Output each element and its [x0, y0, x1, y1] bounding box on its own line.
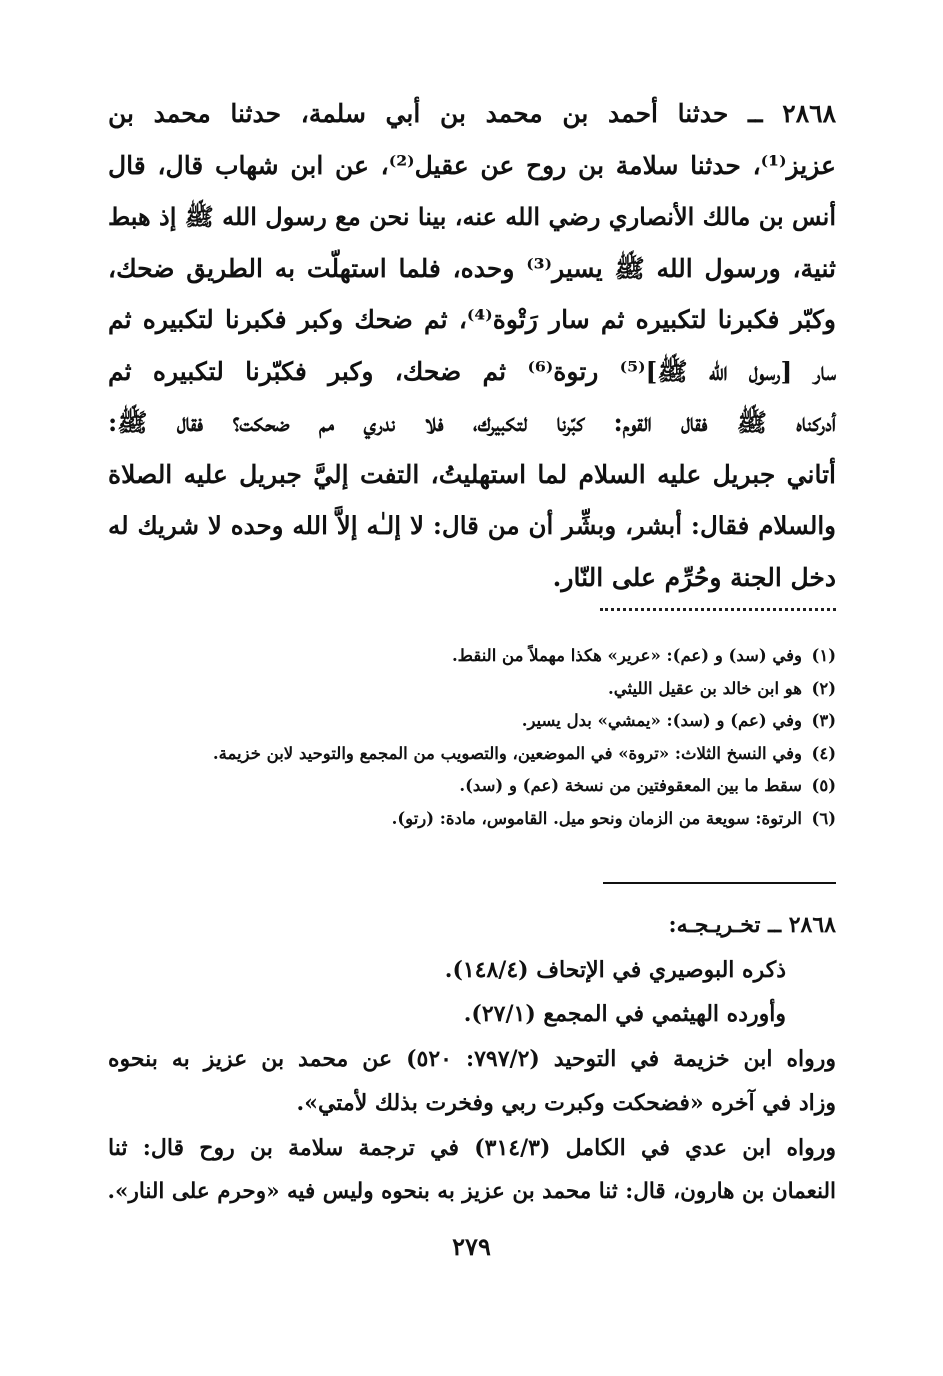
hadith-line: عزيز⁽¹⁾، حدثنا سلامة بن روح عن عقيل⁽²⁾، عن ابن شهاب قال، قال: [108, 150, 836, 180]
takhrij-line: النعمان بن هارون، قال: ثنا محمد بن عزيز به بنحوه وليس فيه «وحرم على النار».: [107, 1179, 836, 1204]
takhrij-line: وأورده الهيثمي في المجمع (٢٧/١).: [463, 1001, 786, 1027]
footnote-number: (٢): [811, 678, 836, 698]
takhrij-line: ورواه ابن عدي في الكامل (٣١٤/٣) في ترجمة سلامة بن روح قال: ثنا: [108, 1134, 836, 1161]
hadith-line: سار [رسول الله ﷺ]⁽⁵⁾ رتوة⁽⁶⁾ ثم ضحك، وكبر فكبّرنا لتكبيره ثم: [108, 356, 837, 386]
footnote-number: (٥): [811, 776, 836, 795]
footnote: [108, 705, 836, 738]
takhrij-section: [108, 903, 836, 1215]
footnote-number: (١): [811, 646, 836, 665]
footnote-number: (٣): [811, 711, 836, 730]
footnote: [108, 738, 836, 771]
takhrij-heading: ٢٨٦٨ ــ تخـريـجـه:: [668, 912, 836, 938]
takhrij-line: وزاد في آخره «فضحكت وكبرت ربي وفخرت بذلك لأمتي».: [296, 1090, 836, 1116]
page-number: ٢٧٩: [452, 1232, 491, 1261]
hadith-line: دخل الجنة وحُرِّم على النّار.: [552, 562, 836, 592]
footnote-number: (٦): [811, 808, 836, 828]
footnote: [108, 640, 836, 673]
footnote-text: وفي (سد) و (عم): «عرير» هكذا مهملاً من النقط.: [451, 646, 802, 665]
footnote: [108, 803, 836, 836]
hadith-line: أدركناه ﷺ فقال القوم: كبّرنا لتكبيرك، فلا ندري مم ضحكت؟ فقال ﷺ:: [108, 408, 836, 437]
hadith-line: أنس بن مالك الأنصاري رضي الله عنه، بينا نحن مع رسول الله ﷺ إذ هبط: [108, 202, 836, 231]
footnote-separator: [600, 608, 836, 611]
hadith-line: والسلام فقال: أبشر، وبشِّر أن من قال: لا إلـٰه إلاَّ الله وحده لا شريك له: [108, 511, 836, 540]
hadith-line: ثنية، ورسول الله ﷺ يسير⁽³⁾ وحده، فلما استهلّت به الطريق ضحك،: [108, 253, 836, 283]
takhrij-line: ذكره البوصيري في الإتحاف (١٤٨/٤).: [444, 956, 786, 983]
hadith-text: [108, 88, 836, 603]
footnote-text: وفي (عم) و (سد): «يمشي» بدل يسير.: [521, 711, 802, 730]
hadith-line: وكبّر فكبرنا لتكبيره ثم سار رَتْوة⁽⁴⁾، ثم ضحك وكبر فكبرنا لتكبيره ثم: [108, 305, 837, 334]
hadith-line: ٢٨٦٨ ــ حدثنا أحمد بن محمد بن أبي سلمة، حدثنا محمد بن: [108, 99, 836, 128]
takhrij-separator: [603, 882, 836, 884]
hadith-line: أتاني جبريل عليه السلام لما استهليتُ، التفت إليَّ جبريل عليه الصلاة: [108, 459, 836, 489]
footnote-text: وفي النسخ الثلاث: «تروة» في الموضعين، والتصويب من المجمع والتوحيد لابن خزيمة.: [212, 743, 802, 763]
footnote-number: (٤): [811, 743, 836, 763]
footnote-text: هو ابن خالد بن عقيل الليثي.: [608, 678, 802, 698]
takhrij-line: ورواه ابن خزيمة في التوحيد (٧٩٧/٢: ٥٢٠) عن محمد بن عزيز به بنحوه: [108, 1045, 836, 1072]
footnote: [108, 673, 836, 706]
footnote-text: الرتوة: سويعة من الزمان ونحو ميل. القاموس، مادة: (رتو).: [391, 808, 802, 828]
footnote-text: سقط ما بين المعقوفتين من نسخة (عم) و (سد).: [459, 776, 802, 795]
footnote: [108, 770, 836, 803]
footnotes: [108, 640, 836, 835]
